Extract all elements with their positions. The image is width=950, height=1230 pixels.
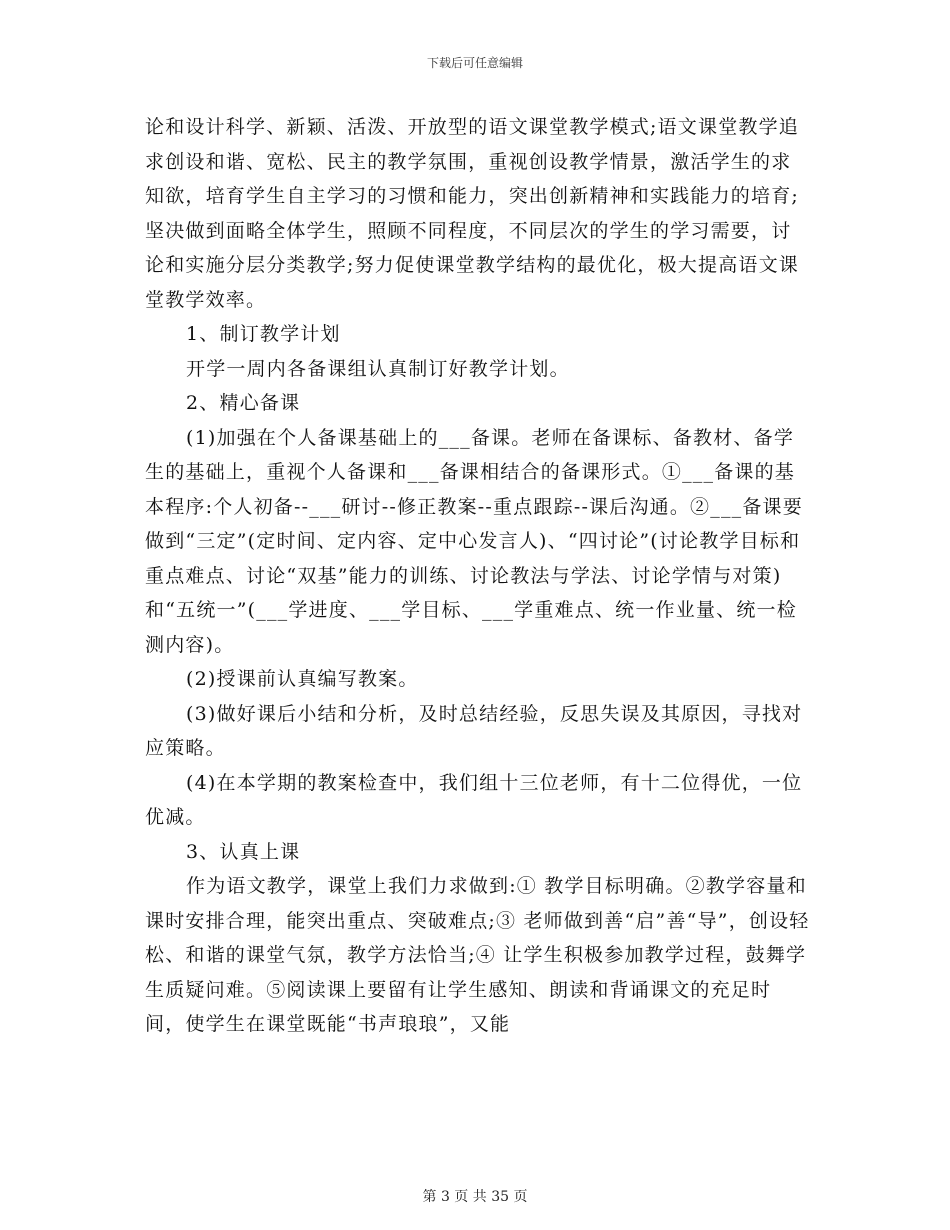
section-heading: 2、精心备课 <box>186 392 301 414</box>
section-heading: 3、认真上课 <box>186 840 301 863</box>
paragraph: (2)授课前认真编写教案。 <box>186 668 419 690</box>
paragraph: 论和设计科学、新颖、活泼、开放型的语文课堂教学模式;语文课堂教学追求创设和谐、宽松、民主的教学氛围，重视创设教学情景，激活学生的求知欲，培育学生自主学习的习惯和能力，突出创新精神和实践能力的培育;坚决做到面略全体学生，照顾不同程度，不同层次的学生的学习需要，讨论和实施分层分类教学;努力促使课堂教学结构的最优化，极大提高语文课堂教学效率。 <box>145 116 800 311</box>
page-footer: 第 3 页 共 35 页 <box>422 1189 528 1205</box>
paragraph: (3)做好课后小结和分析，及时总结经验，反思失误及其原因，寻找对应策略。 <box>145 702 803 759</box>
paragraph: 作为语文教学，课堂上我们力求做到:① 教学目标明确。②教学容量和课时安排合理，能突出重点、突破难点;③ 老师做到善“启”善“导”，创设轻松、和谐的课堂气氛，教学方法恰当;④ 让学生积极参加教学过程，鼓舞学生质疑问难。⑤阅读课上要留有让学生感知、朗读和背诵课文的充足时间，使学生在课堂既能“书声琅琅”，又能 <box>145 875 810 1035</box>
paragraph: (1)加强在个人备课基础上的___备课。老师在备课标、备教材、备学生的基础上，重视个人备课和___备课相结合的备课形式。①___备课的基本程序:个人初备--___研讨--修正教案--重点跟踪--课后沟通。②___备课要做到“三定”(定时间、定内容、定中心发言人)、“四讨论”(讨论教学目标和重点难点、讨论“双基”能力的训练、讨论教法与学法、讨论学情与对策)和“五统一”(___学进度、___学目标、___学重难点、统一作业量、统一检测内容)。 <box>145 426 803 656</box>
paragraph: 开学一周内各备课组认真制订好教学计划。 <box>186 357 570 380</box>
section-heading: 1、制订教学计划 <box>186 323 341 345</box>
document-body <box>145 110 810 1042</box>
page-header: 下载后可任意编辑 <box>426 56 523 70</box>
paragraph: (4)在本学期的教案检查中，我们组十三位老师，有十二位得优，一位优减。 <box>145 771 803 828</box>
